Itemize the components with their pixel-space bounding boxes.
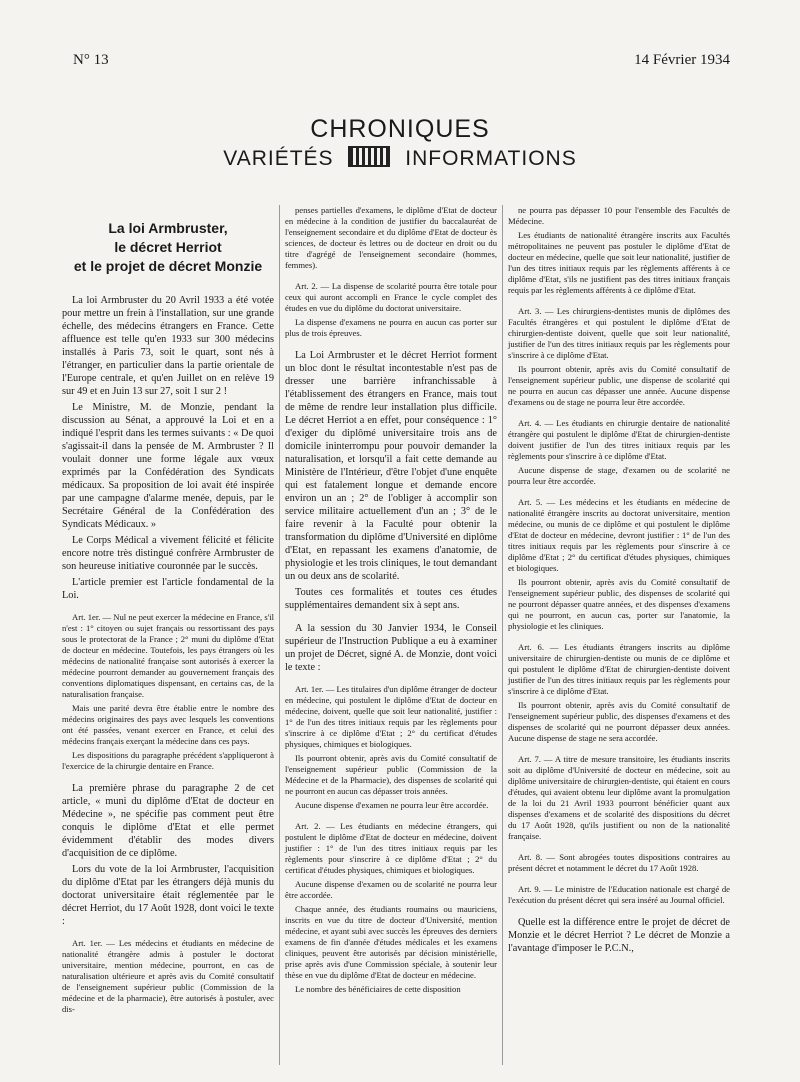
paragraph-spacer (285, 814, 497, 821)
column-2-body (285, 205, 497, 995)
paragraph-spacer (508, 635, 730, 642)
paragraph: Les étudiants de nationalité étrangère inscrits aux Facultés métropolitaines ne peuvent pas postuler le diplôme d'Etat de docteur en médecine, quelle que soit leur nationalité, justifier de l'un des titres initiaux requis par les règlements afférents à ce diplôme d'Etat, s'ils ne justifient pas des titres initiaux français requis par les règlements afférents à ce diplôme d'Etat. (508, 230, 730, 295)
paragraph: Art. 9. — Le ministre de l'Education nationale est chargé de l'exécution du présent décret qui sera inséré au Journal officiel. (508, 884, 730, 905)
column-3-body (508, 205, 730, 955)
paragraph: La dispense d'examens ne pourra en aucun cas porter sur plus de trois épreuves. (285, 317, 497, 338)
paragraph: Toutes ces formalités et toutes ces études supplémentaires demandent six à sept ans. (285, 587, 497, 611)
paragraph: Art. 3. — Les chirurgiens-dentistes munis de diplômes des Facultés étrangères et qui postulent le diplôme d'Etat de chirurgien-dentiste doivent, quelle que soit leur nationalité, justifier de l'un des titres initiaux requis par les règlements pour s'inscrire à ce diplôme d'Etat. (508, 306, 730, 360)
paragraph-spacer (285, 677, 497, 684)
section-title-informations: INFORMATIONS (405, 147, 577, 170)
article-title-line: et le projet de décret Monzie (73, 258, 263, 274)
paragraph: La première phrase du paragraphe 2 de cet article, « muni du diplôme d'Etat de docteur en Médecine », ne spécifie pas comment peut être conquis le diplôme d'Etat et elle permet évidemment d'établir des modes divers d'acquisition de ce diplôme. (62, 783, 274, 859)
paragraph: Ils pourront obtenir, après avis du Comité consultatif de l'enseignement supérieur public, des dispenses de scolarité qui ne pourront dépasser quatre années, et des dispenses d'examens qui ne pourront, en aucun cas, porter sur l'anatomie, la physiologie et les cliniques. (508, 577, 730, 631)
column-1 (62, 205, 274, 1018)
paragraph: La loi Armbruster du 20 Avril 1933 a été votée pour mettre un frein à l'installation, sur une grande échelle, des médecins étrangers en France. Cette affluence est telle qu'en 1933 sur 300 médecins installés à Paris 73, soit le quart, sont nés à l'étranger, en particulier dans la partie orientale de l'Europe centrale, et qu'en Juillet on en relève 19 sur 49 et en Juin 13 sur 27, soit 1 sur 2 ! (62, 295, 274, 397)
paragraph: Aucune dispense d'examen ou de scolarité ne pourra leur être accordée. (285, 879, 497, 900)
article-title-line: le décret Herriot (114, 239, 222, 255)
paragraph-spacer (508, 877, 730, 884)
paragraph: Ils pourront obtenir, après avis du Comité consultatif de l'enseignement supérieur public, une dispense de scolarité qui ne pourra en aucun cas dépasser une année. Aucune dispense d'examens ou de stage ne pourra leur être accordée. (508, 364, 730, 407)
paragraph: Art. 6. — Les étudiants étrangers inscrits au diplôme universitaire de chirurgien-dentiste ou munis de ce diplôme et qui postulent le diplôme d'Etat de chirurgien-dentiste doivent justifier de l'un des titres initiaux requis par les règlements pour s'inscrire à ce diplôme d'Etat. (508, 642, 730, 696)
paragraph-spacer (285, 342, 497, 349)
paragraph-spacer (62, 605, 274, 612)
section-title-chroniques: CHRONIQUES (310, 115, 490, 143)
decorative-ornament-icon (348, 146, 390, 167)
article-title-line: La loi Armbruster, (108, 220, 228, 236)
column-divider (279, 205, 280, 1065)
paragraph: Ils pourront obtenir, après avis du Comité consultatif de l'enseignement supérieur public (Commission de la Médecine et de la Pharmacie), des dispenses de scolarité qui ne pourront en aucun cas dépasser trois années. (285, 753, 497, 796)
paragraph: Art. 5. — Les médecins et les étudiants en médecine de nationalité étrangère inscrits au doctorat universitaire, mention médecine, ou munis de ce diplôme et qui postulent le diplôme d'Etat de docteur en médecine, devront justifier : 1° de l'un des titres initiaux requis par les règlements pour s'inscrire à ce diplôme d'Etat ; 2° du certificat d'études physiques, chimiques et biologiques. (508, 497, 730, 573)
paragraph: ne pourra pas dépasser 10 pour l'ensemble des Facultés de Médecine. (508, 205, 730, 226)
paragraph: Aucune dispense d'examen ne pourra leur être accordée. (295, 800, 489, 810)
paragraph: penses partielles d'examens, le diplôme d'Etat de docteur en médecine à la condition de justifier du baccalauréat de l'enseignement secondaire et du diplôme d'Etat de docteur ès sciences, de docteur ès lettres ou de docteur en droit ou du titre d'agrégé de l'enseignement secondaire (hommes, femmes). (285, 205, 497, 270)
section-title-varietes: VARIÉTÉS (223, 147, 334, 170)
paragraph: Art. 8. — Sont abrogées toutes dispositions contraires au présent décret et notamment le décret du 17 Août 1928. (508, 852, 730, 873)
paragraph: L'article premier est l'article fondamental de la Loi. (62, 577, 274, 601)
paragraph: Mais une parité devra être établie entre le nombre des médecins originaires des pays avec lesquels les conventions ont été passées, venant exercer en France, et celui des médecins français exerçant la médecine dans ces pays. (62, 703, 274, 746)
column-3 (508, 205, 730, 958)
paragraph: Art. 1er. — Les titulaires d'un diplôme étranger de docteur en médecine, qui postulent le diplôme d'Etat de docteur en médecine, doivent, quelle que soit leur nationalité, justifier : 1° de l'un des titres initiaux requis par les règlements pour s'inscrire à ce diplôme d'Etat ; 2° du certificat d'études physiques, chimiques et biologiques. (285, 684, 497, 749)
paragraph-spacer (62, 775, 274, 782)
section-title-line2 (0, 146, 800, 171)
paragraph-spacer (508, 490, 730, 497)
paragraph-spacer (508, 299, 730, 306)
paragraph: La Loi Armbruster et le décret Herriot forment un bloc dont le résultat incontestable n'est pas de dresser une barrière infranchissable à l'établissement des étrangers en France, mais tout de même de rendre leur installation plus difficile. Le décret Herriot a en effet, pour conséquence : 1° d'exiger du diplômé universitaire trois ans de domicile ininterrompu pour pouvoir demander la naturalisation, et lorsqu'il a fait cette demande au Ministère de l'Intérieur, d'être l'objet d'une enquête qui est fatalement longue et demande encore environ un an ; 2° de l'obliger à accomplir son service militaire actuellement d'un an ; 3° de le faire revenir à la Faculté pour obtenir la transformation du diplôme d'Université en diplôme d'Etat, en repassant les examens d'anatomie, de physiologie et les trois cliniques, le tout demandant un ou deux ans de scolarité. (285, 350, 497, 582)
paragraph-spacer (285, 615, 497, 622)
paragraph: Art. 2. — La dispense de scolarité pourra être totale pour ceux qui auront accompli en France le cycle complet des études en vue du diplôme du doctorat universitaire. (285, 281, 497, 313)
paragraph: Lors du vote de la loi Armbruster, l'acquisition du diplôme d'Etat par les étrangers déjà munis du doctorat universitaire était réglementée par le décret Herriot, du 17 Août 1928, dont voici le texte : (62, 864, 274, 927)
issue-number: N° 13 (73, 52, 109, 68)
paragraph-spacer (508, 747, 730, 754)
paragraph: Art. 4. — Les étudiants en chirurgie dentaire de nationalité étrangère qui postulent le diplôme d'Etat de chirurgien-dentiste doivent justifier de l'un des titres initiaux requis par les règlements pour s'inscrire à ce diplôme d'Etat. (508, 418, 730, 461)
paragraph: Les dispositions du paragraphe précédent s'appliqueront à l'exercice de la chirurgie dentaire en France. (62, 750, 274, 771)
paragraph: Quelle est la différence entre le projet de décret de Monzie et le décret Herriot ? Le décret de Monzie a l'avantage d'imposer le P.C.N., (508, 917, 730, 954)
paragraph: Art. 1er. — Les médecins et étudiants en médecine de nationalité étrangère admis à postuler le doctorat universitaire, mention médecine, pourront, en cas de naturalisation ultérieure et après avis du Comité consultatif de l'enseignement supérieur public (Commission de la médecine et de la pharmacie), être autorisés à postuler, avec dis- (62, 938, 274, 1014)
paragraph-spacer (285, 274, 497, 281)
paragraph: Ils pourront obtenir, après avis du Comité consultatif de l'enseignement supérieur public, des dispenses d'examens et des dispenses de scolarité qui ne pourront dépasser deux années. Aucune dispense de stage ne sera accordée. (508, 700, 730, 743)
paragraph-spacer (508, 909, 730, 916)
paragraph-spacer (62, 931, 274, 938)
column-2 (285, 205, 497, 998)
column-divider (502, 205, 503, 1065)
paragraph: Art. 7. — A titre de mesure transitoire, les étudiants inscrits soit au diplôme d'Université de docteur en médecine, soit au diplôme universitaire de chirurgien-dentiste, qui étaient en cours d'études, qui avaient obtenu leur diplôme avant la promulgation de la loi du 21 Avril 1933 pourront bénéficier quant aux dispenses d'examens et de scolarité des dispositions du décret du 17 Août 1928, qu'ils justifient ou non de la nationalité française. (508, 754, 730, 841)
paragraph: Art. 2. — Les étudiants en médecine étrangers, qui postulent le diplôme d'Etat de docteur en médecine, doivent justifier : 1° de l'un des titres initiaux requis par les règlements pour s'inscrire à ce diplôme d'Etat ; 2° du certificat d'études physiques, chimiques et biologiques. (285, 821, 497, 875)
paragraph: Art. 1er. — Nul ne peut exercer la médecine en France, s'il n'est : 1° citoyen ou sujet français ou ressortissant des pays sous le protectorat de la France ; 2° muni du diplôme d'Etat de docteur en médecine. Toutefois, les pays étrangers où les médecins de nationalité française sont autorisés à exercer la médecine pourront demander au gouvernement français des conventions diplomatiques dispensant, en certains cas, de la naturalisation française. (62, 612, 274, 699)
paragraph: Le Corps Médical a vivement félicité et félicite encore notre très distingué confrère Armbruster de son heureuse initiative couronnée par le succès. (62, 535, 274, 572)
paragraph: Chaque année, des étudiants roumains ou mauriciens, inscrits en vue du titre de docteur d'Université, mention médecine, et ayant subi avec succès les épreuves des derniers examens de fin d'année d'études médicales et les examens cliniques, peuvent être autorisés par décision ministérielle, prise après avis d'une Commission spéciale, à soutenir leur thèse en vue du diplôme d'Etat de docteur en médecine. (285, 904, 497, 980)
paragraph-spacer (508, 845, 730, 852)
paragraph-spacer (508, 411, 730, 418)
issue-date: 14 Février 1934 (634, 52, 730, 68)
paragraph: Le nombre des bénéficiaires de cette disposition (295, 984, 461, 994)
paragraph: Aucune dispense de stage, d'examen ou de scolarité ne pourra leur être accordée. (508, 465, 730, 486)
column-1-body (62, 294, 274, 1015)
paragraph: Le Ministre, M. de Monzie, pendant la discussion au Sénat, a approuvé la Loi et en a indiqué l'esprit dans les termes suivants : « De quoi s'agissait-il dans la pensée de M. Armbruster ? Il voulait donner une forme légale aux vœux exprimés par la Confédération des Syndicats médicaux. Sa proposition de loi avait été inspirée par une campagne d'alarme menée, depuis, par le Secrétaire Général de la Confédération des Syndicats Médicaux. » (62, 402, 274, 530)
article-title (62, 219, 274, 276)
paragraph: A la session du 30 Janvier 1934, le Conseil supérieur de l'Instruction Publique a eu à examiner un projet de Décret, signé A. de Monzie, dont voici le texte : (285, 623, 497, 673)
